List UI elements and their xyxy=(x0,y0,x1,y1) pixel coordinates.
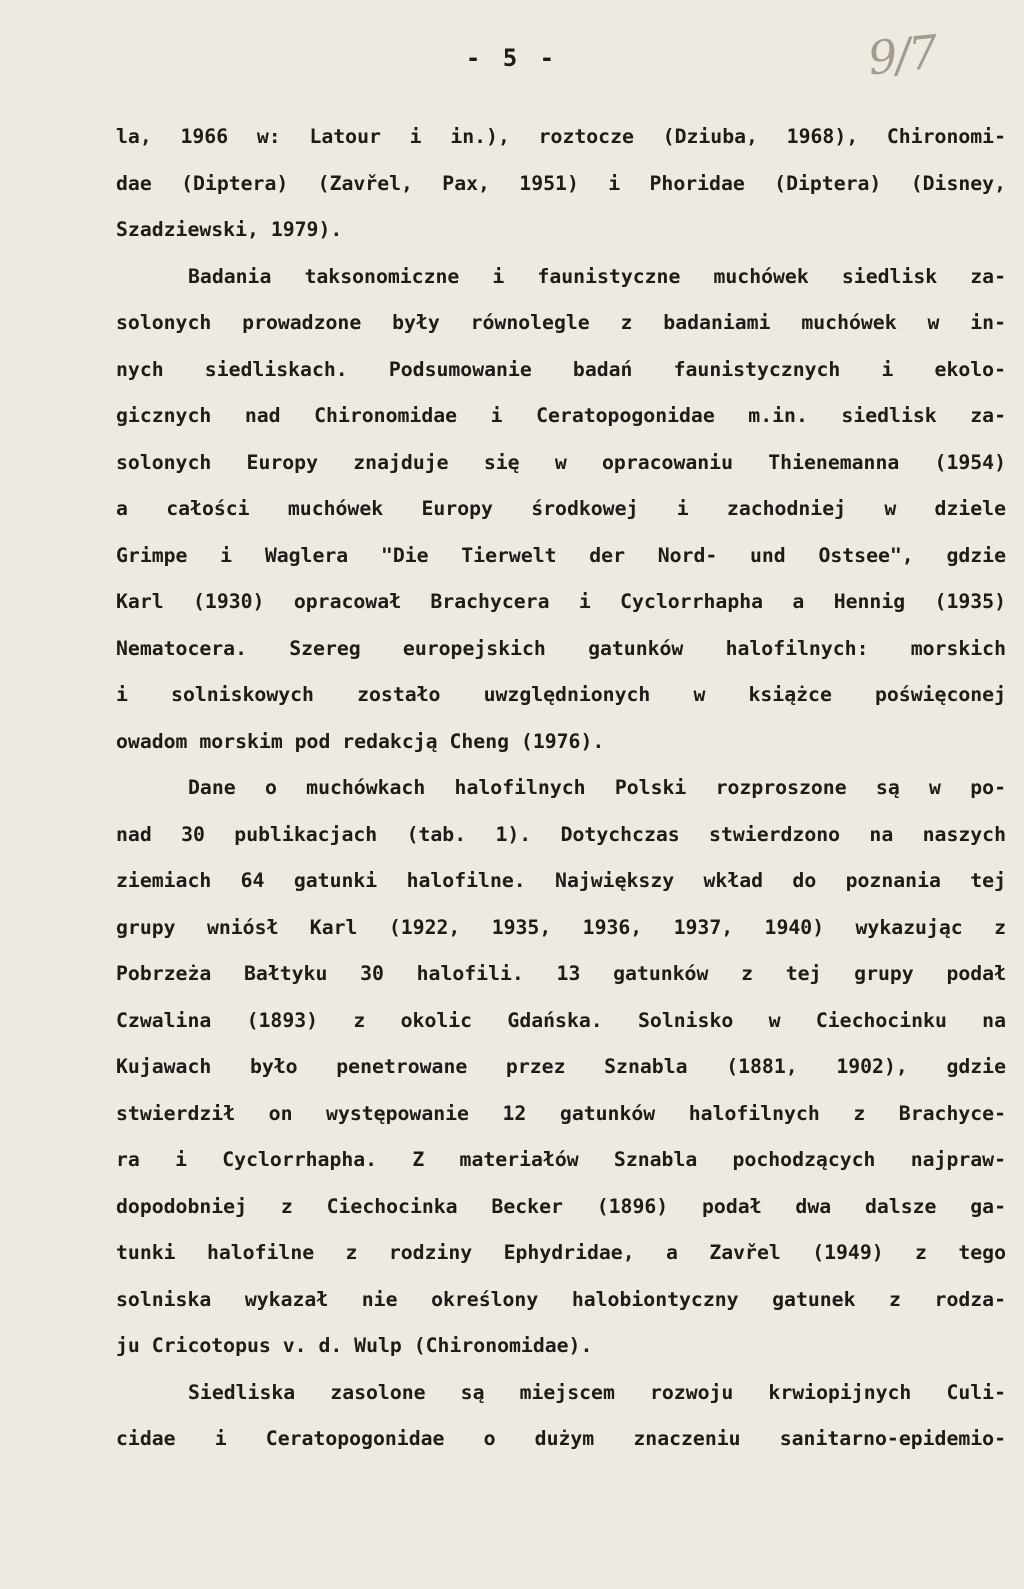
text-line: solonych prowadzone były równolegle z badaniami muchówek w in- xyxy=(116,311,1006,334)
page-number: - 5 - xyxy=(465,44,559,72)
text-line: ju Cricotopus v. d. Wulp (Chironomidae). xyxy=(116,1334,593,1357)
text-line: Siedliska zasolone są miejscem rozwoju krwiopijnych Culi- xyxy=(188,1380,1006,1404)
text-line: solniska wykazał nie określony halobiontyczny gatunek z rodza- xyxy=(116,1287,1006,1311)
text-line: grupy wniósł Karl (1922, 1935, 1936, 1937, 1940) wykazując z xyxy=(116,915,1006,939)
text-line: ra i Cyclorrhapha. Z materiałów Sznabla pochodzących najpraw- xyxy=(116,1148,1006,1171)
text-line: Dane o muchówkach halofilnych Polski rozproszone są w po- xyxy=(188,776,1006,799)
body-text xyxy=(116,114,1006,1463)
text-line: dae (Diptera) (Zavřel, Pax, 1951) i Phoridae (Diptera) (Disney, xyxy=(116,171,1006,195)
text-line: Karl (1930) opracował Brachycera i Cyclorrhapha a Hennig (1935) xyxy=(116,590,1006,613)
text-line: i solniskowych zostało uwzględnionych w książce poświęconej xyxy=(116,683,1006,706)
text-line: ziemiach 64 gatunki halofilne. Największy wkład do poznania tej xyxy=(116,869,1006,892)
text-line: Czwalina (1893) z okolic Gdańska. Solnisko w Ciechocinku na xyxy=(116,1008,1006,1032)
text-line: Grimpe i Waglera "Die Tierwelt der Nord- und Ostsee", gdzie xyxy=(116,543,1006,567)
text-line: solonych Europy znajduje się w opracowaniu Thienemanna (1954) xyxy=(116,450,1006,474)
text-line: nych siedliskach. Podsumowanie badań faunistycznych i ekolo- xyxy=(116,357,1006,381)
text-line: dopodobniej z Ciechocinka Becker (1896) podał dwa dalsze ga- xyxy=(116,1194,1006,1218)
text-line: a całości muchówek Europy środkowej i zachodniej w dziele xyxy=(116,497,1006,520)
text-line: Badania taksonomiczne i faunistyczne muchówek siedlisk za- xyxy=(188,264,1006,288)
text-line: la, 1966 w: Latour i in.), roztocze (Dziuba, 1968), Chironomi- xyxy=(116,125,1006,148)
text-line: Pobrzeża Bałtyku 30 halofili. 13 gatunków z tej grupy podał xyxy=(116,962,1006,985)
handwritten-page-mark: 9/7 xyxy=(865,24,939,86)
text-line: owadom morskim pod redakcją Cheng (1976). xyxy=(116,729,605,753)
text-line: cidae i Ceratopogonidae o dużym znaczeniu sanitarno-epidemio- xyxy=(116,1427,1006,1450)
text-line: Nematocera. Szereg europejskich gatunków halofilnych: morskich xyxy=(116,636,1006,660)
text-line: Kujawach było penetrowane przez Sznabla (1881, 1902), gdzie xyxy=(116,1055,1006,1078)
text-line: nad 30 publikacjach (tab. 1). Dotychczas stwierdzono na naszych xyxy=(116,822,1006,846)
text-line: gicznych nad Chironomidae i Ceratopogonidae m.in. siedlisk za- xyxy=(116,404,1006,427)
text-line: stwierdził on występowanie 12 gatunków halofilnych z Brachyce- xyxy=(116,1101,1006,1125)
text-line: tunki halofilne z rodziny Ephydridae, a Zavřel (1949) z tego xyxy=(116,1241,1006,1264)
text-line: Szadziewski, 1979). xyxy=(116,218,343,241)
